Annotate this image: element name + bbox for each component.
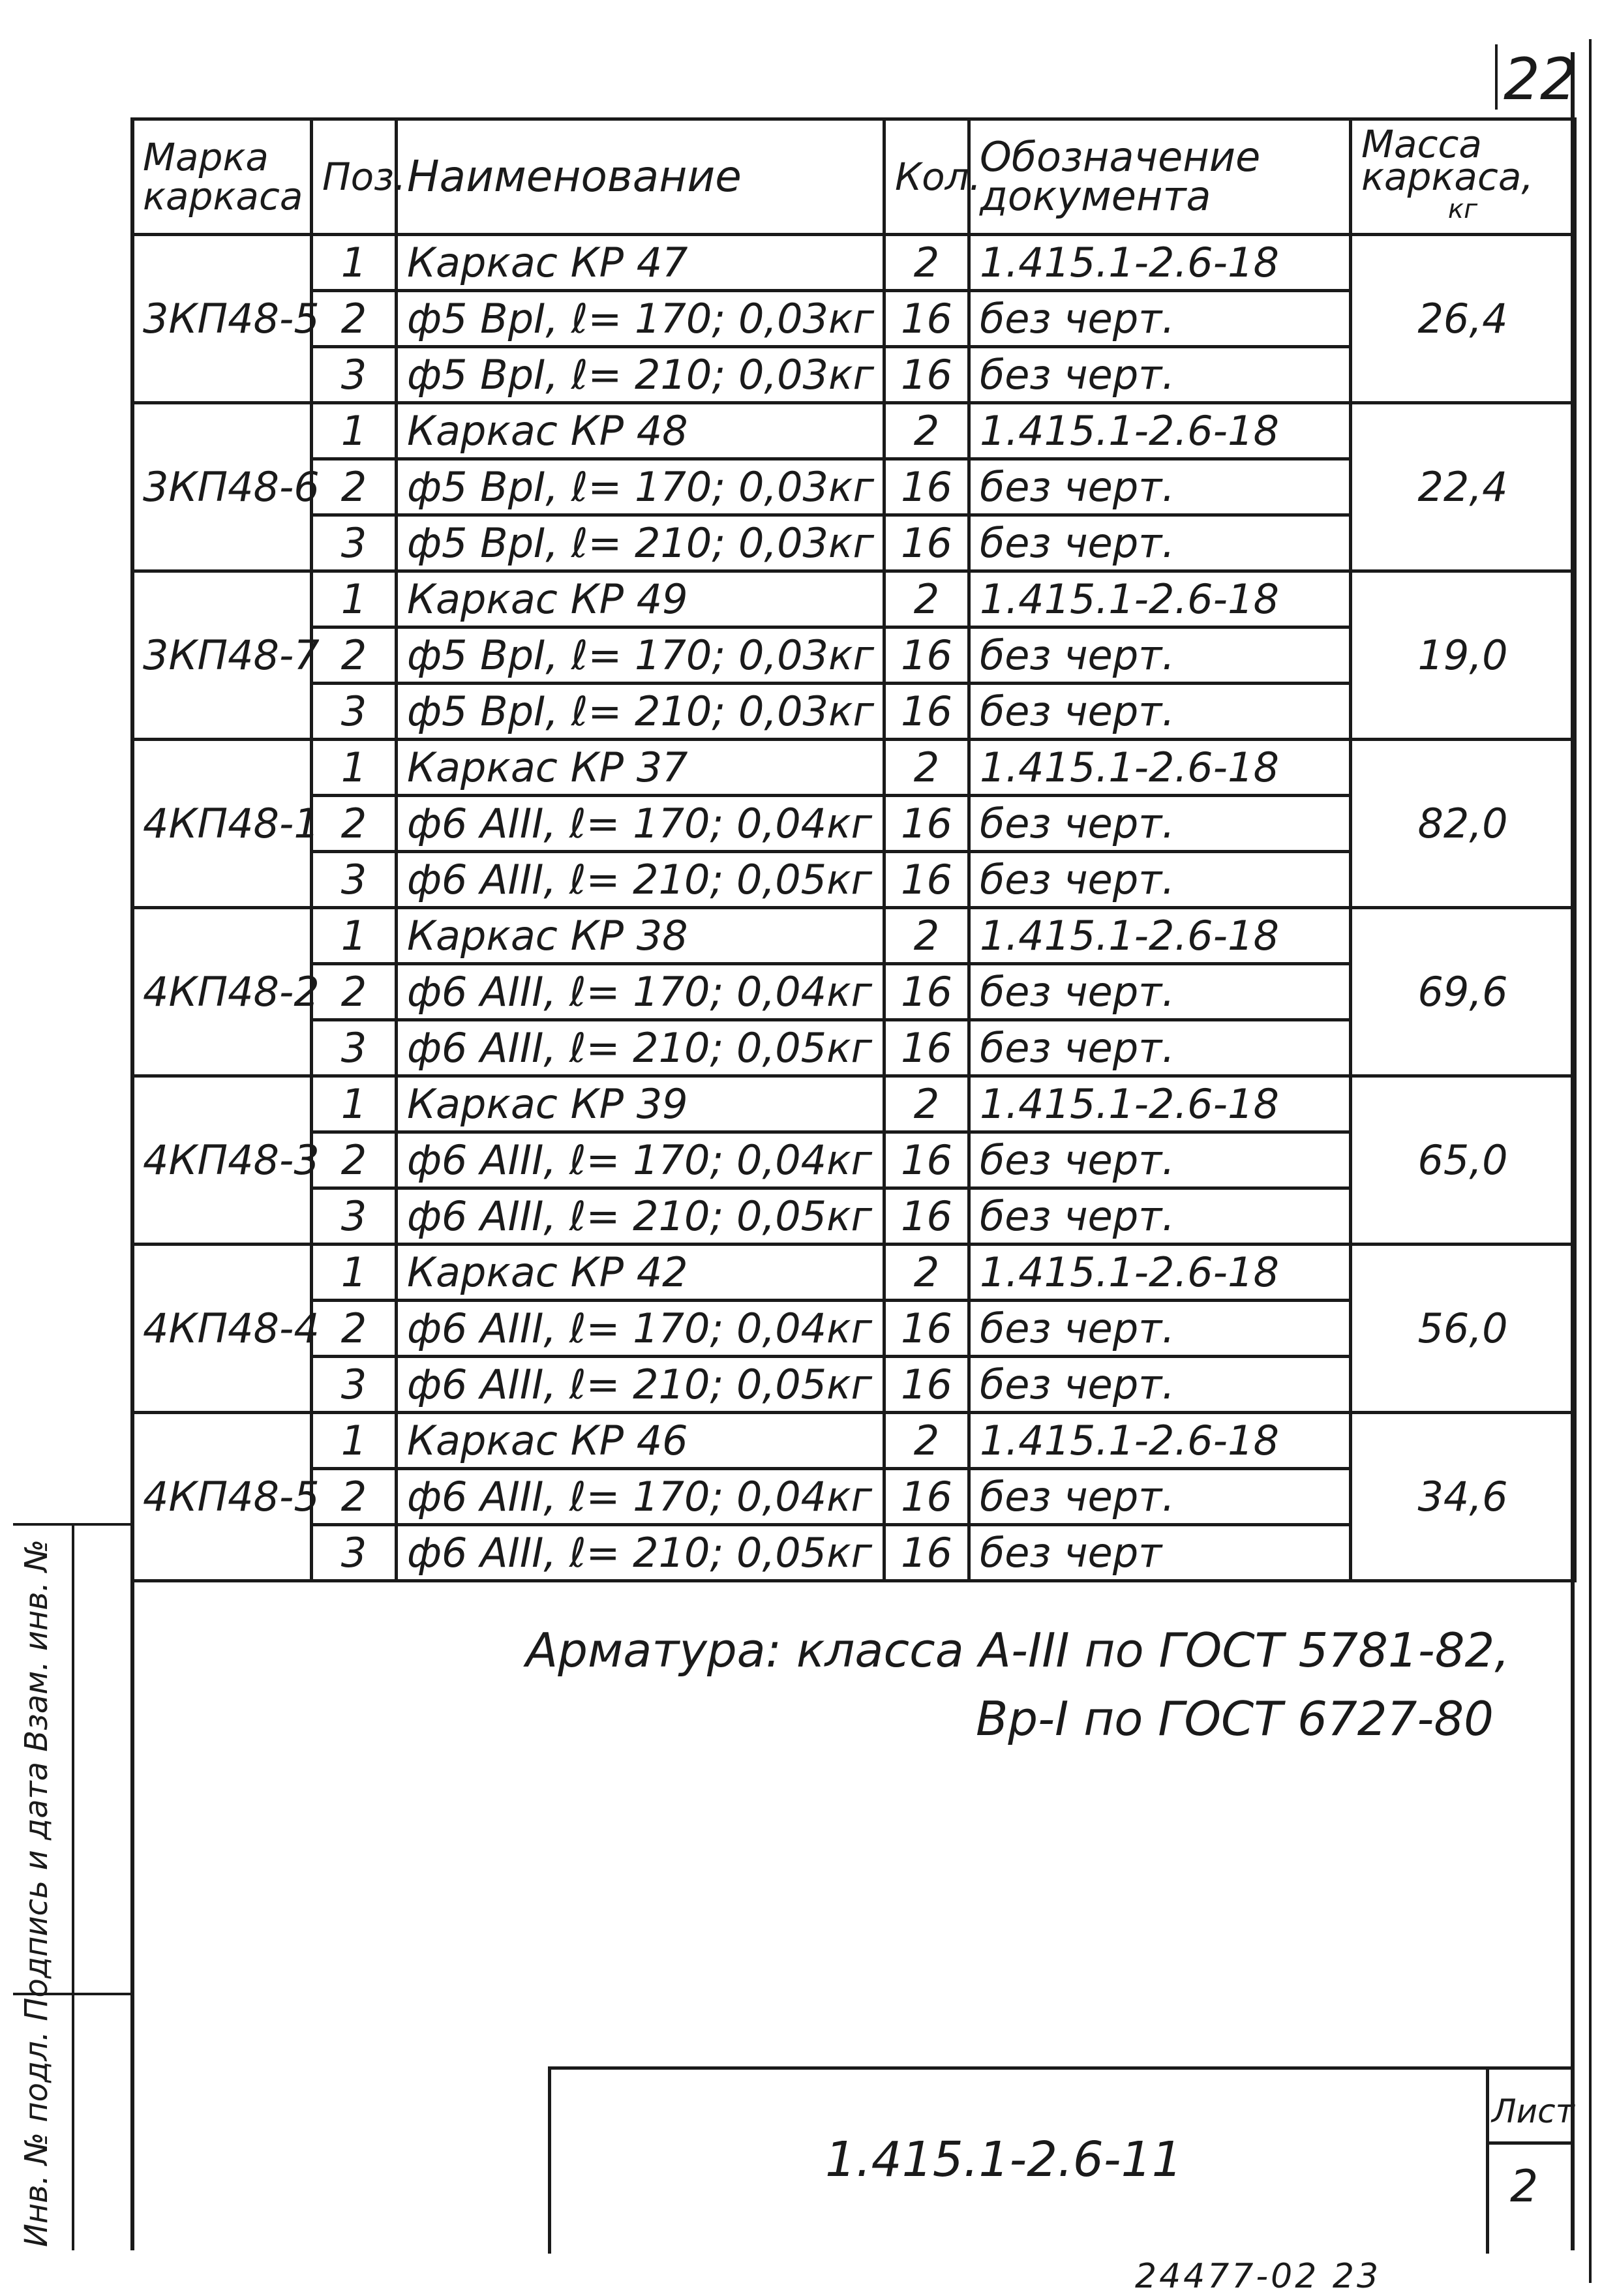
header-mark-line2: каркаса [143, 174, 303, 219]
note-reinforcement-line2: Вр-I по ГОСТ 6727-80 [976, 1691, 1494, 1746]
table-row [132, 403, 1575, 459]
cell-frame-mark: 4КП48-4 [132, 1245, 312, 1413]
cell-name: ф5 ВрI, ℓ= 170; 0,03кг [397, 459, 884, 515]
cell-document: 1.415.1-2.6-18 [969, 1076, 1351, 1132]
cell-document: без черт. [969, 347, 1351, 403]
cell-document: 1.415.1-2.6-18 [969, 235, 1351, 291]
cell-frame-mass: 19,0 [1351, 571, 1575, 740]
cell-position: 1 [312, 908, 397, 964]
cell-document: 1.415.1-2.6-18 [969, 740, 1351, 796]
cell-position: 2 [312, 796, 397, 852]
cell-frame-mark: 3КП48-7 [132, 571, 312, 740]
page-number-divider [1495, 44, 1498, 110]
cell-name: ф6 АIII, ℓ= 170; 0,04кг [397, 1301, 884, 1357]
side-stamp-column-line [72, 1523, 74, 2250]
cell-position: 1 [312, 403, 397, 459]
cell-name: ф6 АIII, ℓ= 210; 0,05кг [397, 1357, 884, 1413]
cell-position: 1 [312, 740, 397, 796]
cell-position: 2 [312, 1469, 397, 1525]
cell-frame-mark: 4КП48-1 [132, 740, 312, 908]
header-doc-line2: документа [980, 172, 1211, 220]
cell-document: 1.415.1-2.6-18 [969, 571, 1351, 627]
cell-position: 3 [312, 1188, 397, 1245]
cell-name: Каркас КР 38 [397, 908, 884, 964]
cell-name: ф6 АIII, ℓ= 170; 0,04кг [397, 1132, 884, 1188]
sheet-cell-divider [1489, 2141, 1574, 2145]
cell-name: Каркас КР 48 [397, 403, 884, 459]
archive-number: 24477-02 23 [1135, 2257, 1382, 2296]
cell-quantity: 16 [884, 1525, 969, 1581]
cell-quantity: 16 [884, 684, 969, 740]
cell-position: 3 [312, 1525, 397, 1581]
cell-document: без черт. [969, 796, 1351, 852]
table-header-row [132, 119, 1575, 235]
cell-document: без черт. [969, 291, 1351, 347]
cell-position: 1 [312, 1245, 397, 1301]
cell-frame-mass: 65,0 [1351, 1076, 1575, 1245]
table-row [132, 1413, 1575, 1469]
cell-name: ф6 АIII, ℓ= 210; 0,05кг [397, 1525, 884, 1581]
cell-quantity: 16 [884, 852, 969, 908]
cell-frame-mark: 4КП48-3 [132, 1076, 312, 1245]
table-row [132, 1076, 1575, 1132]
side-stamp-text: Инв. № подл. Подпись и дата Взам. инв. № [18, 1539, 55, 2247]
title-block [548, 2066, 1574, 2254]
cell-name: ф6 АIII, ℓ= 170; 0,04кг [397, 796, 884, 852]
cell-name: Каркас КР 47 [397, 235, 884, 291]
cell-quantity: 16 [884, 459, 969, 515]
cell-document: 1.415.1-2.6-18 [969, 403, 1351, 459]
cell-quantity: 16 [884, 1188, 969, 1245]
header-mass [1351, 119, 1575, 235]
cell-document: без черт. [969, 964, 1351, 1020]
note-reinforcement-line1: Арматура: класса А-III по ГОСТ 5781-82, [526, 1623, 1510, 1678]
specification-table [130, 117, 1577, 1582]
cell-quantity: 16 [884, 291, 969, 347]
sheet-number: 2 [1510, 2161, 1539, 2213]
sheet-cell [1486, 2070, 1574, 2254]
cell-position: 3 [312, 1020, 397, 1076]
cell-frame-mark: 3КП48-5 [132, 235, 312, 403]
cell-quantity: 16 [884, 964, 969, 1020]
table-row [132, 235, 1575, 291]
header-mass-line1: Масса [1361, 122, 1482, 166]
table-row [132, 740, 1575, 796]
cell-position: 2 [312, 627, 397, 684]
cell-frame-mass: 82,0 [1351, 740, 1575, 908]
cell-name: Каркас КР 39 [397, 1076, 884, 1132]
cell-quantity: 2 [884, 1076, 969, 1132]
table-row [132, 1245, 1575, 1301]
cell-quantity: 2 [884, 403, 969, 459]
header-mark-line1: Марка [143, 135, 269, 179]
cell-name: ф5 ВрI, ℓ= 170; 0,03кг [397, 627, 884, 684]
cell-document: без черт. [969, 1132, 1351, 1188]
cell-frame-mass: 34,6 [1351, 1413, 1575, 1581]
cell-name: ф5 ВрI, ℓ= 170; 0,03кг [397, 291, 884, 347]
cell-document: без черт. [969, 684, 1351, 740]
cell-document: без черт. [969, 1357, 1351, 1413]
cell-position: 2 [312, 291, 397, 347]
cell-position: 3 [312, 684, 397, 740]
header-mass-line3: кг [1447, 194, 1478, 224]
cell-frame-mark: 3КП48-6 [132, 403, 312, 571]
document-code: 1.415.1-2.6-11 [825, 2132, 1183, 2188]
cell-frame-mass: 69,6 [1351, 908, 1575, 1076]
cell-position: 2 [312, 964, 397, 1020]
header-mark [132, 119, 312, 235]
header-name: Наименование [397, 119, 884, 235]
cell-name: Каркас КР 49 [397, 571, 884, 627]
cell-name: ф6 АIII, ℓ= 170; 0,04кг [397, 1469, 884, 1525]
cell-name: Каркас КР 42 [397, 1245, 884, 1301]
cell-quantity: 2 [884, 908, 969, 964]
cell-document: без черт. [969, 1020, 1351, 1076]
cell-quantity: 16 [884, 796, 969, 852]
cell-name: ф5 ВрI, ℓ= 210; 0,03кг [397, 347, 884, 403]
side-stamp [13, 1523, 130, 2250]
cell-quantity: 16 [884, 1301, 969, 1357]
cell-document: без черт. [969, 1469, 1351, 1525]
page-number: 22 [1504, 46, 1577, 113]
cell-quantity: 2 [884, 1245, 969, 1301]
cell-position: 1 [312, 1076, 397, 1132]
cell-position: 3 [312, 852, 397, 908]
table-row [132, 908, 1575, 964]
cell-document: 1.415.1-2.6-18 [969, 1413, 1351, 1469]
cell-frame-mass: 56,0 [1351, 1245, 1575, 1413]
cell-quantity: 2 [884, 571, 969, 627]
header-doc-line1: Обозначение [980, 133, 1261, 181]
cell-quantity: 2 [884, 1413, 969, 1469]
cell-name: ф6 АIII, ℓ= 210; 0,05кг [397, 1020, 884, 1076]
cell-document: без черт. [969, 1301, 1351, 1357]
header-doc [969, 119, 1351, 235]
cell-name: ф6 АIII, ℓ= 210; 0,05кг [397, 852, 884, 908]
cell-document: 1.415.1-2.6-18 [969, 908, 1351, 964]
cell-position: 2 [312, 1301, 397, 1357]
cell-document: без черт. [969, 627, 1351, 684]
table-row [132, 571, 1575, 627]
cell-document: без черт. [969, 515, 1351, 571]
cell-position: 3 [312, 1357, 397, 1413]
cell-document: без черт. [969, 1188, 1351, 1245]
cell-position: 3 [312, 347, 397, 403]
cell-frame-mark: 4КП48-5 [132, 1413, 312, 1581]
cell-name: ф5 ВрI, ℓ= 210; 0,03кг [397, 515, 884, 571]
cell-quantity: 2 [884, 235, 969, 291]
header-pos: Поз. [312, 119, 397, 235]
cell-position: 1 [312, 235, 397, 291]
cell-quantity: 16 [884, 1132, 969, 1188]
cell-name: ф5 ВрI, ℓ= 210; 0,03кг [397, 684, 884, 740]
cell-name: ф6 АIII, ℓ= 210; 0,05кг [397, 1188, 884, 1245]
cell-name: Каркас КР 46 [397, 1413, 884, 1469]
cell-quantity: 16 [884, 347, 969, 403]
cell-quantity: 16 [884, 1469, 969, 1525]
cell-document: без черт [969, 1525, 1351, 1581]
cell-name: ф6 АIII, ℓ= 170; 0,04кг [397, 964, 884, 1020]
header-mass-line2: каркаса, [1361, 155, 1534, 199]
cell-position: 1 [312, 571, 397, 627]
cell-frame-mass: 26,4 [1351, 235, 1575, 403]
cell-frame-mass: 22,4 [1351, 403, 1575, 571]
cell-quantity: 16 [884, 515, 969, 571]
sheet-label: Лист [1492, 2092, 1575, 2130]
cell-position: 2 [312, 1132, 397, 1188]
cell-quantity: 16 [884, 627, 969, 684]
cell-name: Каркас КР 37 [397, 740, 884, 796]
cell-document: 1.415.1-2.6-18 [969, 1245, 1351, 1301]
header-qty: Кол. [884, 119, 969, 235]
cell-frame-mark: 4КП48-2 [132, 908, 312, 1076]
cell-document: без черт. [969, 852, 1351, 908]
sheet-edge-line [1589, 39, 1592, 2283]
cell-document: без черт. [969, 459, 1351, 515]
table-body [132, 235, 1575, 1581]
cell-position: 1 [312, 1413, 397, 1469]
cell-quantity: 16 [884, 1020, 969, 1076]
cell-position: 3 [312, 515, 397, 571]
cell-quantity: 16 [884, 1357, 969, 1413]
cell-quantity: 2 [884, 740, 969, 796]
cell-position: 2 [312, 459, 397, 515]
